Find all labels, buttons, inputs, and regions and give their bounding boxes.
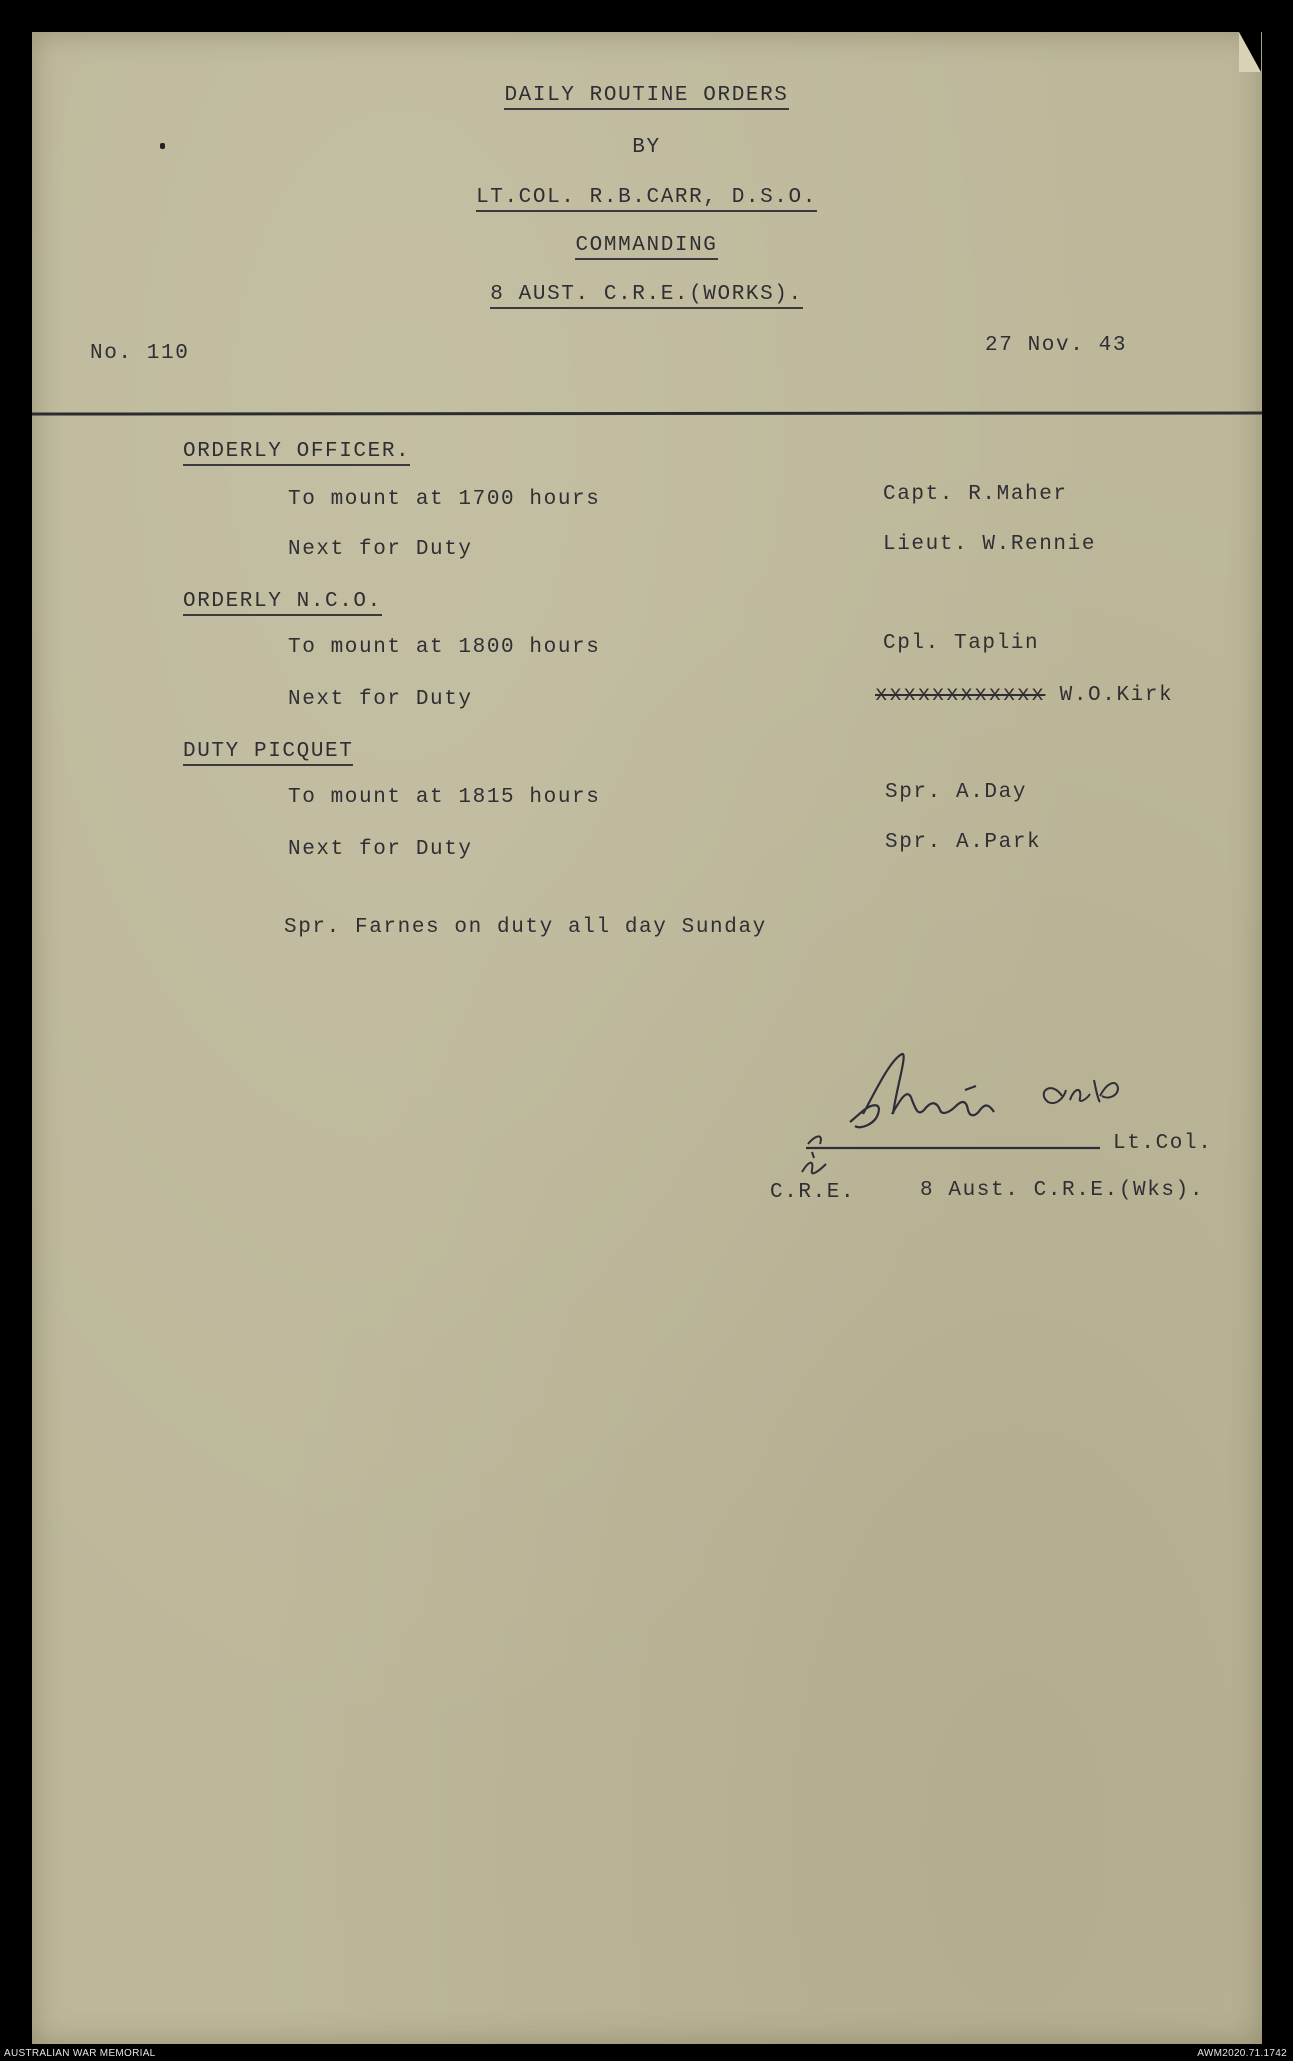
header-line-1: DAILY ROUTINE ORDERS bbox=[504, 84, 788, 110]
header-line-4: COMMANDING bbox=[575, 234, 717, 260]
row-label: To mount at 1800 hours bbox=[288, 636, 601, 659]
footer-accession-number: AWM2020.71.1742 bbox=[1197, 2048, 1287, 2059]
header-title bbox=[0, 84, 1293, 107]
row-name: Cpl. Taplin bbox=[883, 632, 1040, 655]
order-date: 27 Nov. 43 bbox=[985, 334, 1128, 357]
section-heading-orderly-nco: ORDERLY N.C.O. bbox=[183, 590, 382, 616]
footer-institution: AUSTRALIAN WAR MEMORIAL bbox=[4, 2048, 156, 2059]
signature-unit-left: C.R.E. bbox=[770, 1181, 856, 1204]
order-number: No. 110 bbox=[90, 342, 190, 365]
header-line-3: LT.COL. R.B.CARR, D.S.O. bbox=[476, 186, 817, 212]
signature-rank: Lt.Col. bbox=[1113, 1132, 1213, 1155]
row-name: W.O.Kirk bbox=[1059, 684, 1174, 707]
section-heading-wrap bbox=[183, 440, 410, 463]
row-label: Next for Duty bbox=[288, 538, 473, 561]
header-line-2: BY bbox=[632, 136, 661, 159]
row-name: Capt. R.Maher bbox=[883, 483, 1068, 506]
row-name-amended bbox=[875, 684, 1173, 707]
section-heading-wrap bbox=[183, 740, 353, 763]
signature-unit-right: 8 Aust. C.R.E.(Wks). bbox=[920, 1179, 1205, 1202]
header-line-5: 8 AUST. C.R.E.(WORKS). bbox=[490, 283, 802, 309]
section-heading-orderly-officer: ORDERLY OFFICER. bbox=[183, 440, 410, 466]
row-label: Next for Duty bbox=[288, 688, 473, 711]
row-label: To mount at 1815 hours bbox=[288, 786, 601, 809]
header-commander bbox=[0, 186, 1293, 209]
sunday-note: Spr. Farnes on duty all day Sunday bbox=[284, 916, 767, 939]
struck-out-text: xxxxxxxxxxxx bbox=[875, 684, 1046, 707]
header-unit bbox=[0, 283, 1293, 306]
section-heading-wrap bbox=[183, 590, 382, 613]
header-commanding bbox=[0, 234, 1293, 257]
row-name: Lieut. W.Rennie bbox=[883, 533, 1097, 556]
row-label: Next for Duty bbox=[288, 838, 473, 861]
row-name: Spr. A.Day bbox=[885, 781, 1028, 804]
row-name: Spr. A.Park bbox=[885, 831, 1042, 854]
row-label: To mount at 1700 hours bbox=[288, 488, 601, 511]
page-corner-fold bbox=[1239, 32, 1261, 72]
section-heading-duty-picquet: DUTY PICQUET bbox=[183, 740, 353, 766]
